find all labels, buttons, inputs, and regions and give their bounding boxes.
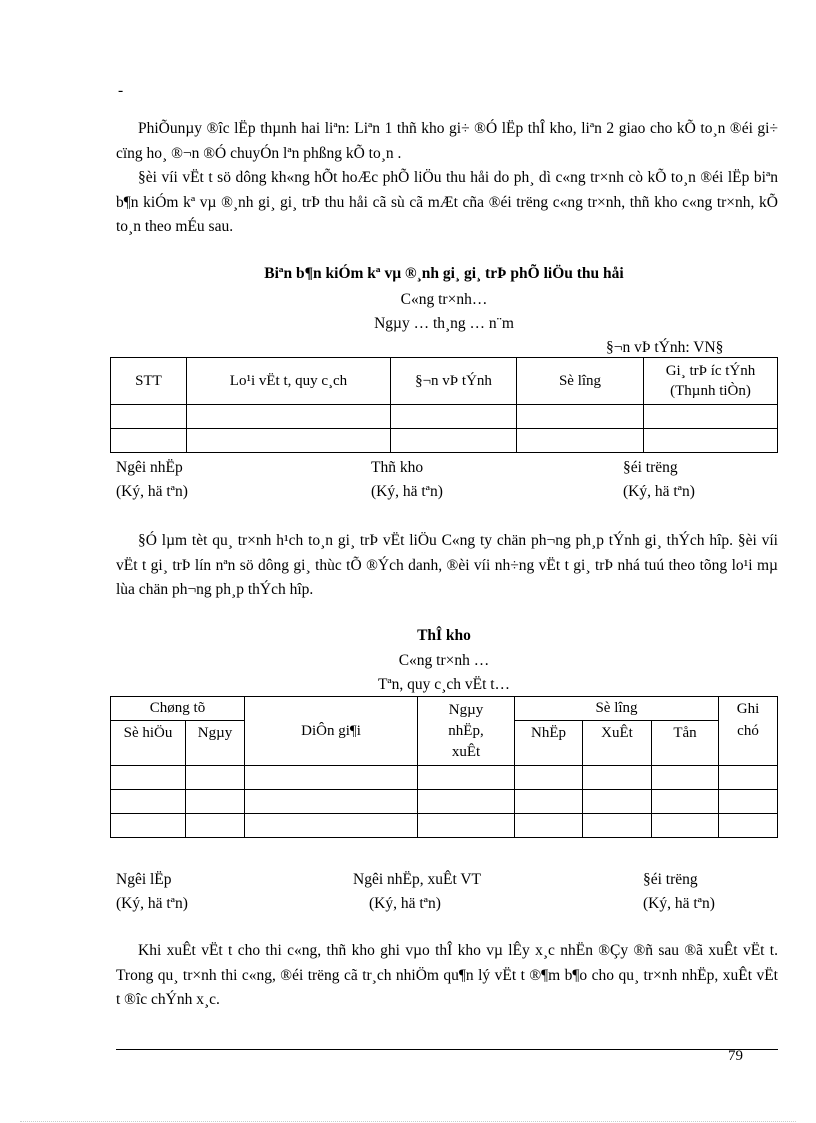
col-in: NhËp: [515, 721, 583, 766]
col-balance: Tån: [652, 721, 719, 766]
col-unit: §¬n vÞ tÝnh: [391, 358, 517, 405]
top-mark: -: [118, 82, 124, 99]
sign-storekeeper-sub: (Ký, hä tªn): [371, 483, 443, 500]
paragraph: §Ó lµm tèt qu¸ tr×nh h¹ch to¸n gi¸ trÞ vËt liÖu C«ng ty chän ph¬ng ph¸p tÝnh gi¸ thÝch hîp. §èi víi vËt t gi¸ trÞ lín nªn sö dông gi¸ thùc tÕ ®Ých danh, ®èi víi nh÷ng vËt t gi¸ trÞ nhá tuú theo tõng lo¹i mµ lùa chän ph¬ng ph¸p thÝch hîp.: [116, 532, 778, 598]
col-quantity-group: Sè lîng: [515, 697, 719, 721]
col-date-io-line: nhËp,: [448, 722, 484, 739]
sign-io-person: Ngêi nhËp, xuÊt VT: [353, 871, 482, 888]
method-paragraph: [116, 529, 778, 603]
form1-date: Ngµy … th¸ng … n¨m: [374, 315, 514, 332]
table-row: [111, 405, 778, 429]
col-value: [644, 358, 778, 405]
footer-rule: [116, 1049, 778, 1050]
page-bottom-border: [20, 1121, 796, 1122]
sign-team-leader-sub: (Ký, hä tªn): [623, 483, 695, 500]
table-row: [111, 790, 778, 814]
col-material: Lo¹i vËt t, quy c¸ch: [187, 358, 391, 405]
col-value-line1: Gi¸ trÞ íc tÝnh: [665, 363, 756, 379]
col-note-line: Ghi: [736, 701, 760, 717]
sign-preparer: Ngêi lËp: [116, 871, 172, 888]
sign-receiver-sub: (Ký, hä tªn): [116, 483, 188, 500]
page-number: 79: [728, 1048, 743, 1064]
form2-material: Tªn, quy c¸ch vËt t…: [377, 676, 511, 693]
table-row: [111, 766, 778, 790]
sign-team-leader-2-sub: (Ký, hä tªn): [643, 895, 715, 912]
paragraph: Khi xuÊt vËt t cho thi c«ng, thñ kho ghi vµo thÎ kho vµ lÊy x¸c nhËn ®Çy ®ñ sau ®ã xuÊt vËt t. Trong qu¸ tr×nh thi c«ng, ®éi trëng cã tr¸ch nhiÖm qu¶n lý vËt t ®¶m b¶o cho qu¸ tr×nh nhËp, xuÊt vËt t ®îc chÝnh x¸c.: [116, 942, 778, 1008]
col-date-io-line: Ngµy: [448, 701, 484, 718]
col-date-io-line: xuÊt: [451, 743, 481, 760]
col-value-line2: (Thµnh tiÒn): [670, 383, 751, 399]
paragraph: §èi víi vËt t sö dông kh«ng hÕt hoÆc phÕ liÖu thu håi do ph¸ dì c«ng tr×nh cò kÕ to¸n ®éi lËp biªn b¶n kiÓm kª vµ ®¸nh gi¸ gi¸ trÞ thu håi cã sù cã mÆt cña ®éi trëng c«ng tr×nh, thñ kho c«ng tr×nh, kÕ to¸n theo mÉu sau.: [116, 169, 778, 235]
col-number: Sè hiÖu: [111, 721, 186, 766]
col-date: Ngµy: [186, 721, 245, 766]
col-note: [719, 697, 778, 766]
sign-storekeeper: Thñ kho: [371, 459, 424, 476]
form1-project: C«ng tr×nh…: [400, 291, 488, 308]
intro-paragraphs: [116, 117, 778, 240]
form1-title: Biªn b¶n kiÓm kª vµ ®¸nh gi¸ gi¸ trÞ phÕ liÖu thu håi: [264, 265, 624, 282]
col-quantity: Sè lîng: [517, 358, 644, 405]
form2-table: [110, 696, 778, 838]
table-header-row: [111, 358, 778, 405]
col-out: XuÊt: [583, 721, 652, 766]
form1-unit: §¬n vÞ tÝnh: VN§: [606, 339, 724, 356]
sign-team-leader-2: §éi trëng: [643, 871, 698, 888]
form1-table: [110, 357, 778, 453]
paragraph: PhiÕunµy ®îc lËp thµnh hai liªn: Liªn 1 thñ kho gi÷ ®Ó lËp thÎ kho, liªn 2 giao cho kÕ to¸n ®éi gi÷ cïng ho¸ ®¬n ®Ó chuyÓn lªn phßng kÕ to¸n .: [116, 120, 778, 162]
sign-team-leader: §éi trëng: [623, 459, 678, 476]
table-row: [111, 429, 778, 453]
issue-paragraph: [116, 939, 778, 1013]
sign-receiver: Ngêi nhËp: [116, 459, 183, 476]
col-note-line: chó: [737, 723, 759, 739]
col-description: DiÔn gi¶i: [245, 697, 418, 766]
sign-io-person-sub: (Ký, hä tªn): [369, 895, 441, 912]
table-row: [111, 814, 778, 838]
sign-preparer-sub: (Ký, hä tªn): [116, 895, 188, 912]
table-header-row: [111, 697, 778, 721]
col-voucher: Chøng tõ: [111, 697, 245, 721]
form2-project: C«ng tr×nh …: [398, 652, 490, 669]
form2-title: ThÎ kho: [417, 627, 471, 644]
col-stt: STT: [111, 358, 187, 405]
col-date-io: [418, 697, 515, 766]
